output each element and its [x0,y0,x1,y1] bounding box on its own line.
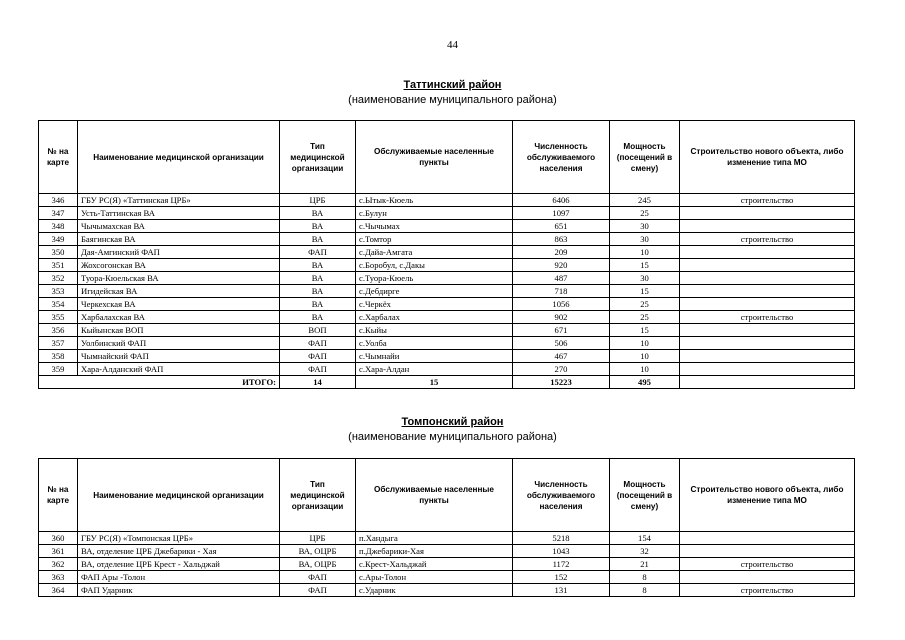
cell-construction: строительство [680,311,855,324]
total-label: ИТОГО: [39,376,280,389]
cell-construction: строительство [680,194,855,207]
cell-construction [680,545,855,558]
cell-type: ВА, ОЦРБ [280,545,356,558]
cell-type: ФАП [280,584,356,597]
table-row [39,363,855,376]
cell-construction: строительство [680,584,855,597]
table-row [39,259,855,272]
cell-construction [680,298,855,311]
cell-name: Жохсогонская ВА [78,259,280,272]
table-row [39,584,855,597]
cell-name: Чычымахская ВА [78,220,280,233]
cell-capacity: 8 [610,584,680,597]
cell-capacity: 30 [610,233,680,246]
col-header-capacity: Мощность (посещений в смену) [610,121,680,194]
cell-number: 351 [39,259,78,272]
cell-type: ВА [280,311,356,324]
cell-construction [680,285,855,298]
cell-capacity: 32 [610,545,680,558]
cell-number: 346 [39,194,78,207]
cell-settlement: с.Хара-Алдан [356,363,513,376]
cell-number: 359 [39,363,78,376]
col-header-name: Наименование медицинской организации [78,121,280,194]
cell-population: 651 [513,220,610,233]
cell-settlement: с.Дебдирге [356,285,513,298]
cell-construction [680,324,855,337]
table-row [39,298,855,311]
total-construction [680,376,855,389]
cell-name: ГБУ РС(Я) «Томпонская ЦРБ» [78,532,280,545]
cell-population: 487 [513,272,610,285]
cell-capacity: 15 [610,259,680,272]
cell-capacity: 30 [610,220,680,233]
cell-population: 270 [513,363,610,376]
cell-construction [680,337,855,350]
cell-type: ВА [280,298,356,311]
cell-population: 1172 [513,558,610,571]
cell-construction [680,220,855,233]
cell-capacity: 8 [610,571,680,584]
cell-settlement: с.Черкёх [356,298,513,311]
cell-capacity: 25 [610,207,680,220]
cell-capacity: 10 [610,337,680,350]
cell-construction [680,259,855,272]
cell-population: 1056 [513,298,610,311]
cell-construction: строительство [680,558,855,571]
col-header-settlements: Обслуживаемые населенные пункты [356,459,513,532]
table-row [39,285,855,298]
cell-capacity: 245 [610,194,680,207]
cell-capacity: 30 [610,272,680,285]
cell-number: 360 [39,532,78,545]
total-type-count: 14 [280,376,356,389]
total-settlement-count: 15 [356,376,513,389]
table-row [39,272,855,285]
cell-type: ВА [280,220,356,233]
cell-name: ФАП Ударник [78,584,280,597]
table-row [39,246,855,259]
col-header-type: Тип медицинской организации [280,121,356,194]
cell-name: ФАП Ары -Толон [78,571,280,584]
cell-capacity: 15 [610,285,680,298]
table-row [39,233,855,246]
cell-capacity: 21 [610,558,680,571]
cell-type: ФАП [280,571,356,584]
cell-name: ГБУ РС(Я) «Таттинская ЦРБ» [78,194,280,207]
cell-number: 363 [39,571,78,584]
col-header-number: № на карте [39,459,78,532]
cell-construction [680,532,855,545]
table-row [39,571,855,584]
cell-population: 718 [513,285,610,298]
cell-population: 1043 [513,545,610,558]
cell-type: ВА [280,272,356,285]
cell-name: Хара-Алданский ФАП [78,363,280,376]
cell-settlement: п.Хандыга [356,532,513,545]
cell-name: Харбалахская ВА [78,311,280,324]
cell-settlement: с.Ытык-Кюель [356,194,513,207]
col-header-name: Наименование медицинской организации [78,459,280,532]
table-row [39,532,855,545]
cell-population: 6406 [513,194,610,207]
district-title: Томпонский район [401,416,504,428]
total-row [39,376,855,389]
cell-population: 152 [513,571,610,584]
cell-capacity: 10 [610,363,680,376]
cell-capacity: 10 [610,246,680,259]
cell-settlement: с.Чычымах [356,220,513,233]
col-header-type: Тип медицинской организации [280,459,356,532]
cell-population: 467 [513,350,610,363]
cell-number: 362 [39,558,78,571]
cell-construction [680,363,855,376]
cell-type: ФАП [280,337,356,350]
cell-name: Туора-Кюельская ВА [78,272,280,285]
cell-construction: строительство [680,233,855,246]
cell-population: 209 [513,246,610,259]
cell-name: Уолбинский ФАП [78,337,280,350]
cell-capacity: 10 [610,350,680,363]
total-population: 15223 [513,376,610,389]
cell-number: 356 [39,324,78,337]
cell-name: ВА, отделение ЦРБ Джебарики - Хая [78,545,280,558]
cell-number: 352 [39,272,78,285]
table-row [39,324,855,337]
table-row [39,207,855,220]
cell-settlement: с.Дайа-Амгата [356,246,513,259]
cell-settlement: с.Кыйы [356,324,513,337]
cell-construction [680,246,855,259]
cell-capacity: 154 [610,532,680,545]
cell-name: Черкехская ВА [78,298,280,311]
cell-number: 348 [39,220,78,233]
cell-construction [680,350,855,363]
col-header-construction: Строительство нового объекта, либо изменение типа МО [680,459,855,532]
facilities-table [38,458,855,597]
cell-name: ВА, отделение ЦРБ Крест - Хальджай [78,558,280,571]
cell-population: 5218 [513,532,610,545]
cell-number: 354 [39,298,78,311]
cell-type: ВОП [280,324,356,337]
col-header-construction: Строительство нового объекта, либо изменение типа МО [680,121,855,194]
cell-name: Чымнайский ФАП [78,350,280,363]
col-header-number: № на карте [39,121,78,194]
cell-population: 506 [513,337,610,350]
cell-number: 358 [39,350,78,363]
district-subtitle: (наименование муниципального района) [348,431,557,443]
cell-capacity: 15 [610,324,680,337]
cell-settlement: с.Крест-Хальджай [356,558,513,571]
cell-number: 364 [39,584,78,597]
table-row [39,194,855,207]
cell-population: 1097 [513,207,610,220]
cell-name: Баягинская ВА [78,233,280,246]
cell-settlement: с.Ударник [356,584,513,597]
table-row [39,545,855,558]
cell-capacity: 25 [610,298,680,311]
cell-type: ФАП [280,246,356,259]
cell-population: 920 [513,259,610,272]
cell-construction [680,272,855,285]
cell-type: ФАП [280,350,356,363]
col-header-population: Численность обслуживаемого населения [513,459,610,532]
cell-type: ЦРБ [280,532,356,545]
col-header-population: Численность обслуживаемого населения [513,121,610,194]
cell-settlement: с.Чымнайи [356,350,513,363]
cell-type: ВА [280,233,356,246]
district-title: Таттинский район [403,79,502,91]
cell-type: ВА [280,207,356,220]
cell-settlement: с.Уолба [356,337,513,350]
cell-settlement: с.Булун [356,207,513,220]
page-number: 44 [447,39,458,51]
table-row [39,350,855,363]
cell-name: Игидейская ВА [78,285,280,298]
cell-construction [680,571,855,584]
cell-settlement: п.Джебарики-Хая [356,545,513,558]
cell-number: 355 [39,311,78,324]
cell-type: ФАП [280,363,356,376]
table-row [39,220,855,233]
cell-settlement: с.Боробул, с.Дакы [356,259,513,272]
cell-number: 349 [39,233,78,246]
cell-number: 353 [39,285,78,298]
cell-settlement: с.Ары-Толон [356,571,513,584]
cell-name: Дая-Амгинский ФАП [78,246,280,259]
cell-population: 902 [513,311,610,324]
table-row [39,558,855,571]
cell-number: 347 [39,207,78,220]
cell-name: Кыйынская ВОП [78,324,280,337]
cell-population: 863 [513,233,610,246]
cell-type: ВА [280,259,356,272]
facilities-table [38,120,855,389]
cell-type: ВА [280,285,356,298]
cell-construction [680,207,855,220]
cell-number: 361 [39,545,78,558]
table-row [39,337,855,350]
cell-settlement: с.Харбалах [356,311,513,324]
cell-name: Усть-Таттинская ВА [78,207,280,220]
district-subtitle: (наименование муниципального района) [348,94,557,106]
cell-type: ВА, ОЦРБ [280,558,356,571]
cell-type: ЦРБ [280,194,356,207]
cell-population: 131 [513,584,610,597]
cell-settlement: с.Томтор [356,233,513,246]
col-header-capacity: Мощность (посещений в смену) [610,459,680,532]
table-row [39,311,855,324]
cell-population: 671 [513,324,610,337]
cell-capacity: 25 [610,311,680,324]
total-capacity: 495 [610,376,680,389]
cell-number: 350 [39,246,78,259]
col-header-settlements: Обслуживаемые населенные пункты [356,121,513,194]
cell-settlement: с.Туора-Кюель [356,272,513,285]
cell-number: 357 [39,337,78,350]
